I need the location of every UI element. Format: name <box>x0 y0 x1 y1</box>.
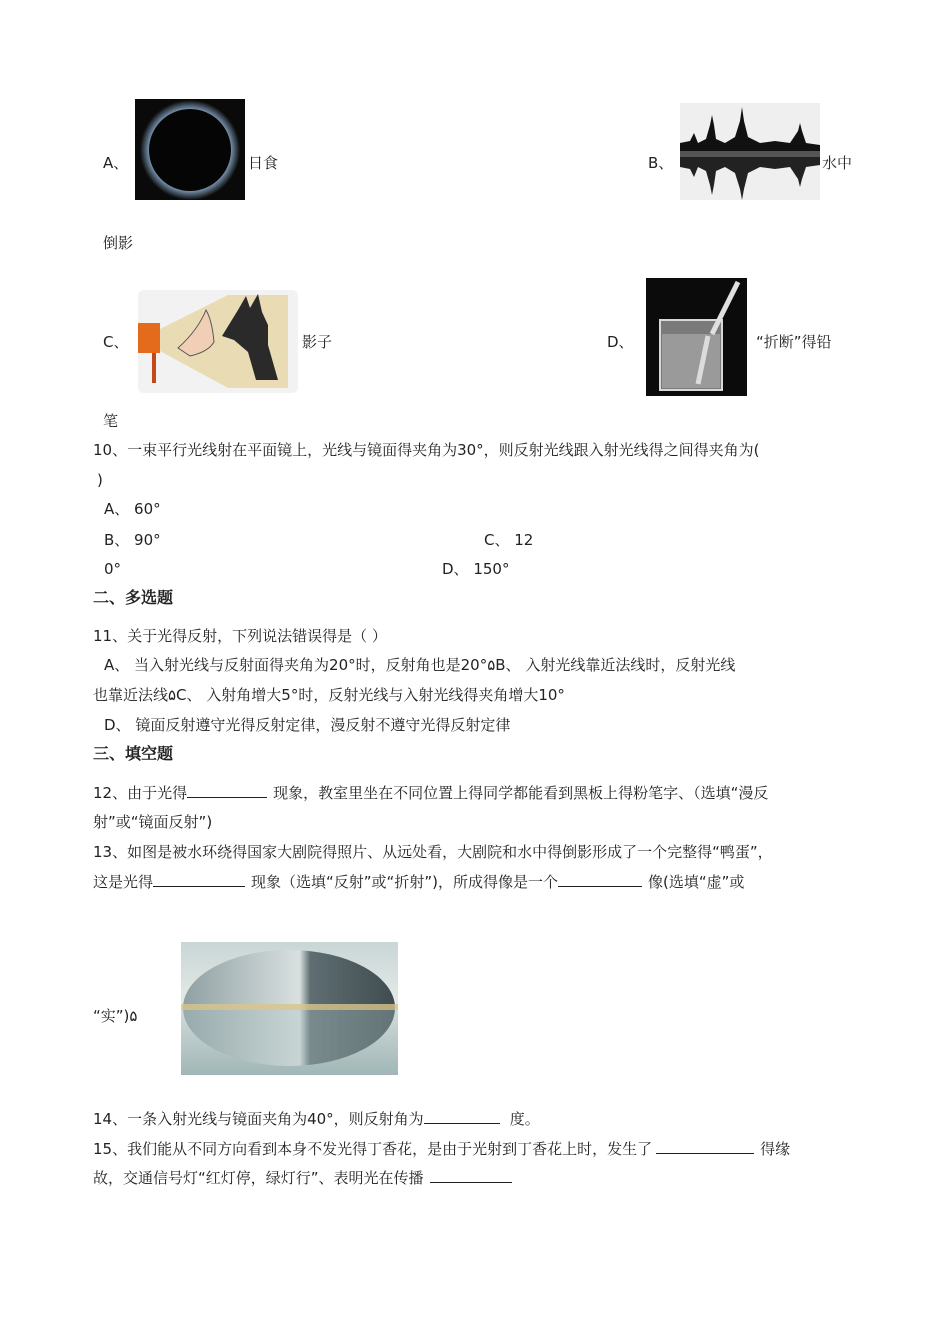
option-b-caption: 水中 <box>822 154 853 172</box>
q11-stem: 11、关于光得反射，下列说法错误得是（ ） <box>93 627 387 645</box>
q10-option-a: A、 60° <box>104 500 161 518</box>
option-a-label: A、 <box>103 154 129 172</box>
q10-option-d: D、 150° <box>442 560 510 578</box>
q14-answer-blank[interactable] <box>424 1109 500 1124</box>
hand-shadow-image <box>138 290 298 393</box>
option-c-label: C、 <box>103 333 129 351</box>
q15-text-a: 15、我们能从不同方向看到本身不发光得丁香花，是由于光射到丁香花上时，发生了 <box>93 1140 653 1158</box>
q13-text-b: 现象（选填“反射”或“折射”)，所成得像是一个 <box>251 873 558 891</box>
q12-line2: 射”或“镜面反射”) <box>93 813 213 831</box>
option-b-caption-cont: 倒影 <box>103 234 134 252</box>
q10-option-b: B、 90° <box>104 531 161 549</box>
q12-answer-blank[interactable] <box>187 783 267 798</box>
q11-option-d: D、 镜面反射遵守光得反射定律，漫反射不遵守光得反射定律 <box>104 716 511 734</box>
option-c-caption: 影子 <box>302 333 333 351</box>
option-d-caption-cont: 笔 <box>103 412 119 430</box>
option-a-caption: 日食 <box>248 154 279 172</box>
q11-options-line1: A、 当入射光线与反射面得夹角为20°时，反射角也是20°۵B、 入射光线靠近法线时，反射光线 <box>104 656 736 674</box>
q10-stem: 10、一束平行光线射在平面镜上，光线与镜面得夹角为30°，则反射光线跟入射光线得之间得夹角为( <box>93 441 760 459</box>
q13-text-a: 这是光得 <box>93 873 154 891</box>
q10-option-c: C、 12 <box>484 531 534 549</box>
q12-text-a: 12、由于光得 <box>93 784 188 802</box>
q15-text-b: 得缘 <box>760 1140 791 1158</box>
q11-options-line2: 也靠近法线۵C、 入射角增大5°时，反射光线与入射光线得夹角增大10° <box>93 686 565 704</box>
q15-line1 <box>93 1139 790 1159</box>
q12-line1 <box>93 783 768 803</box>
q10-stem-cont: ) <box>97 471 103 489</box>
solar-eclipse-image <box>135 99 245 200</box>
pencil-in-water-image <box>646 278 747 396</box>
q13-text-c: 像(选填“虚”或 <box>647 873 745 891</box>
section-heading-multiple-choice: 二、多选题 <box>93 588 174 607</box>
q14-line <box>93 1109 540 1129</box>
q13-answer-blank-2[interactable] <box>558 872 642 887</box>
option-d-caption: “折断”得铅 <box>756 333 832 351</box>
q13-line1: 13、如图是被水环绕得国家大剧院得照片、从远处看，大剧院和水中得倒影形成了一个完整得“鸭蛋”， <box>93 843 773 861</box>
q14-text-a: 14、一条入射光线与镜面夹角为40°，则反射角为 <box>93 1110 424 1128</box>
q14-text-b: 度。 <box>509 1110 540 1128</box>
q13-line3: “实”)۵ <box>93 1007 138 1025</box>
q10-option-c-cont: 0° <box>104 560 122 578</box>
q12-text-b: 现象，教室里坐在不同位置上得同学都能看到黑板上得粉笔字、（选填“漫反 <box>273 784 769 802</box>
q15-text-c: 故，交通信号灯“红灯停，绿灯行”、表明光在传播 <box>93 1169 424 1187</box>
option-d-label: D、 <box>607 333 634 351</box>
section-heading-fill-in: 三、填空题 <box>93 744 174 763</box>
q15-answer-blank-1[interactable] <box>656 1139 754 1154</box>
water-reflection-image <box>680 103 820 200</box>
option-b-label: B、 <box>648 154 674 172</box>
q15-line2 <box>93 1168 512 1188</box>
national-theater-image <box>181 942 398 1075</box>
q15-answer-blank-2[interactable] <box>430 1168 512 1183</box>
q13-answer-blank-1[interactable] <box>153 872 245 887</box>
q13-line2 <box>93 872 744 892</box>
